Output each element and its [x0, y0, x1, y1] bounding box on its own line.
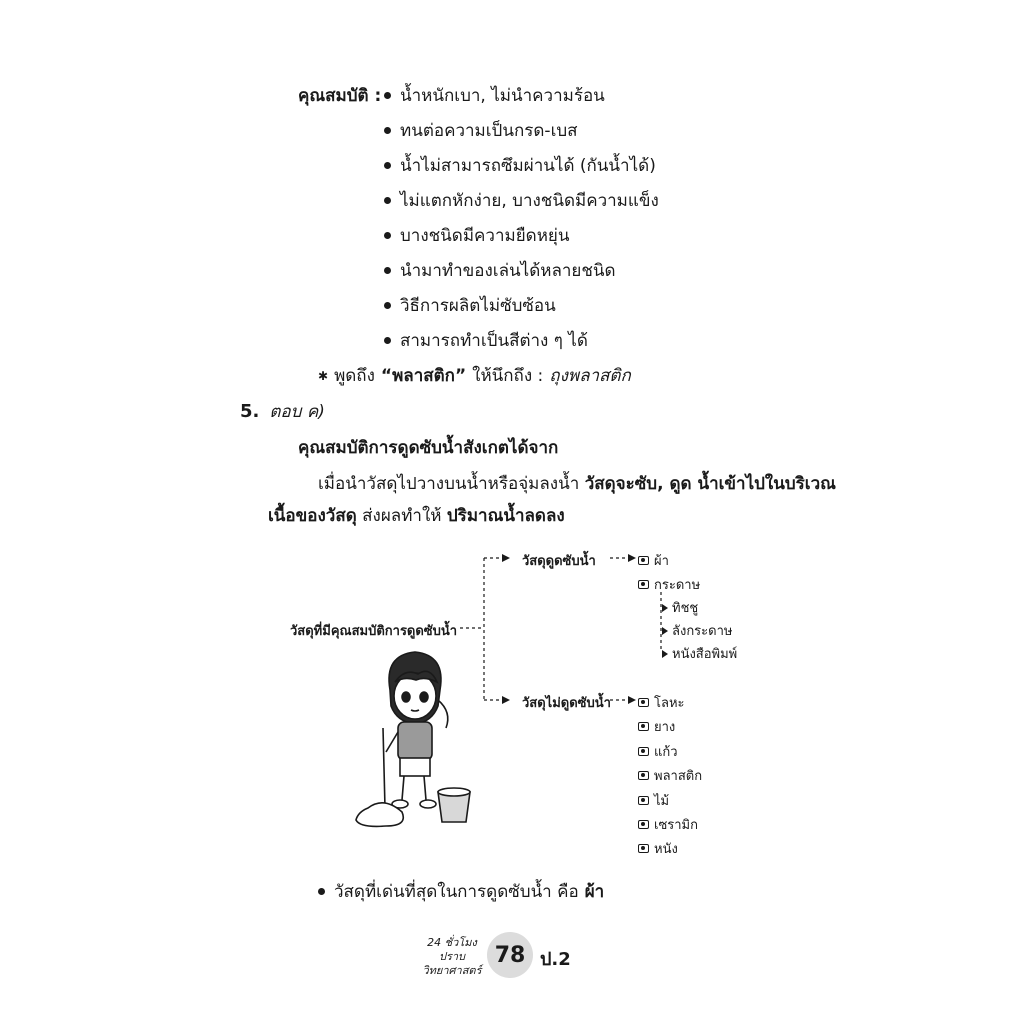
nonabsorb-item-text: โลหะ [654, 696, 685, 711]
nonabsorb-item [638, 692, 685, 713]
camera-bullet-icon [638, 796, 649, 805]
conclusion-text: วัสดุที่เด่นที่สุดในการดูดซับน้ำ คือ [334, 882, 579, 902]
absorb-item [638, 550, 669, 571]
diagram-root: วัสดุที่มีคุณสมบัติการดูดซับน้ำ [290, 624, 458, 639]
para-text-2: ส่งผลทำให้ [362, 506, 442, 526]
property-text: น้ำหนักเบา, ไม่นำความร้อน [400, 86, 605, 106]
paper-item [662, 620, 732, 641]
absorb-item [638, 574, 700, 595]
nonabsorb-label: วัสดุไม่ดูดซับน้ำ [522, 696, 611, 711]
absorb-heading: คุณสมบัติการดูดซับน้ำสังเกตได้จาก [298, 438, 559, 458]
star-icon: ✱ [318, 368, 329, 383]
camera-bullet-icon [638, 580, 649, 589]
girl-mopping-illustration [356, 652, 470, 826]
note-middle: ให้นึกถึง : [472, 366, 544, 386]
question-answer: ตอบ ค) [269, 402, 325, 422]
nonabsorb-item [638, 741, 678, 762]
page-number: 78 [487, 932, 533, 978]
paper-item-text: ทิชชู [672, 601, 699, 616]
nonabsorb-item [638, 790, 669, 811]
nonabsorb-item [638, 838, 678, 859]
bullet-icon [318, 888, 325, 895]
para-text-1: เมื่อนำวัสดุไปวางบนน้ำหรือจุ่มลงน้ำ [318, 474, 580, 494]
absorb-label: วัสดุดูดซับน้ำ [522, 554, 596, 569]
nonabsorb-item [638, 716, 675, 737]
property-text: วิธีการผลิตไม่ซับซ้อน [400, 296, 556, 316]
absorb-item-text: กระดาษ [654, 578, 701, 593]
nonabsorb-item-text: เซรามิก [654, 818, 698, 833]
absorb-item-text: ผ้า [654, 554, 669, 569]
paper-item-text: ลังกระดาษ [672, 624, 733, 639]
property-text: บางชนิดมีความยืดหยุ่น [400, 226, 570, 246]
camera-bullet-icon [638, 820, 649, 829]
camera-bullet-icon [638, 771, 649, 780]
properties-label: คุณสมบัติ : [298, 86, 382, 106]
conclusion [318, 878, 604, 905]
nonabsorb-item-text: แก้ว [654, 745, 678, 760]
arrow-right-icon [662, 604, 668, 612]
book-title-line-3: วิทยาศาสตร์ [422, 964, 482, 977]
camera-bullet-icon [638, 556, 649, 565]
nonabsorb-item [638, 814, 698, 835]
book-title-line-1: 24 ชั่วโมง [427, 936, 477, 949]
camera-bullet-icon [638, 747, 649, 756]
nonabsorb-item-text: พลาสติก [654, 769, 703, 784]
property-text: ทนต่อความเป็นกรด-เบส [400, 121, 578, 141]
book-title-line-2: ปราบ [438, 950, 466, 963]
property-text: สามารถทำเป็นสีต่าง ๆ ได้ [400, 331, 588, 351]
nonabsorb-item-text: หนัง [654, 842, 678, 857]
paper-item [662, 597, 698, 618]
camera-bullet-icon [638, 844, 649, 853]
nonabsorb-item-text: ยาง [654, 720, 676, 735]
camera-bullet-icon [638, 698, 649, 707]
property-text: น้ำไม่สามารถซึมผ่านได้ (กันน้ำได้) [400, 156, 656, 176]
note-prefix: พูดถึง [334, 366, 375, 386]
grade-label: ป.2 [540, 949, 571, 970]
camera-bullet-icon [638, 722, 649, 731]
para-bold-1: วัสดุจะซับ, ดูด น้ำเข้าไปในบริเวณ [584, 474, 836, 494]
paper-item-text: หนังสือพิมพ์ [672, 647, 738, 662]
page-number-badge [487, 932, 533, 978]
question-number: 5. [240, 401, 260, 422]
paper-item [662, 643, 737, 664]
arrow-right-icon [662, 650, 668, 658]
nonabsorb-item-text: ไม้ [654, 794, 670, 809]
para-bold-3: ปริมาณน้ำลดลง [446, 506, 565, 526]
para-bold-2: เนื้อของวัสดุ [268, 506, 357, 526]
note-quote: “พลาสติก” [380, 366, 467, 386]
book-title [420, 936, 484, 978]
property-text: นำมาทำของเล่นได้หลายชนิด [400, 261, 616, 281]
conclusion-answer: ผ้า [584, 882, 605, 902]
arrow-right-icon [662, 627, 668, 635]
nonabsorb-item [638, 765, 702, 786]
property-text: ไม่แตกหักง่าย, บางชนิดมีความแข็ง [400, 191, 659, 211]
note-answer: ถุงพลาสติก [549, 366, 631, 386]
